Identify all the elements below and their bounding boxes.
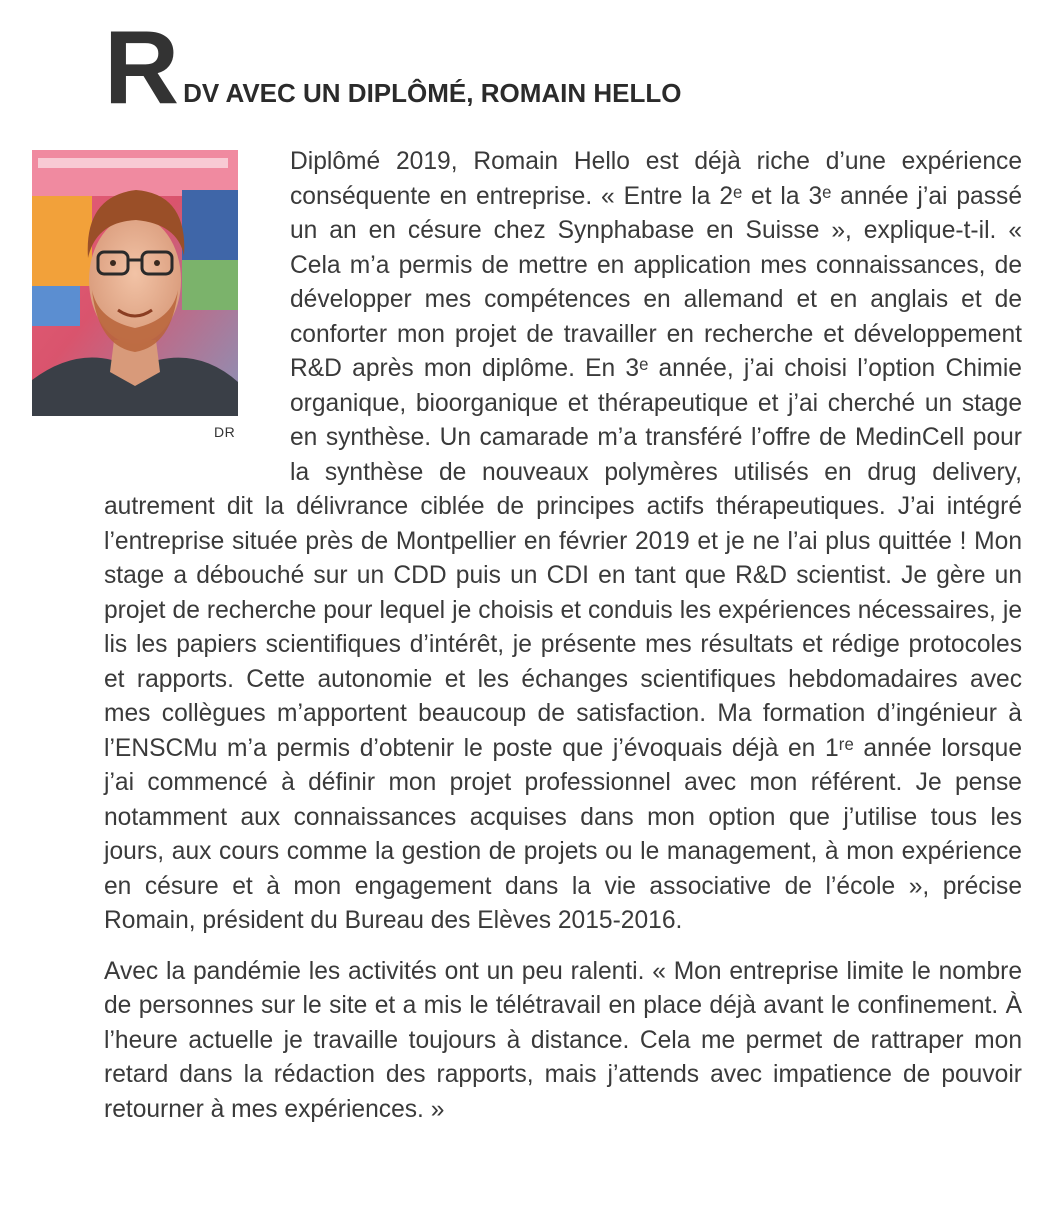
photo-spacer [104,145,290,456]
article-paragraph-2: Avec la pandémie les activités ont un peu ralenti. « Mon entreprise limite le nombre de personnes sur le site et a mis le télétravail en place déjà avant le confinement. À l’heure actuelle je travaille toujours à distance. Cela me permet de rattraper mon retard dans la rédaction des rapports, mais j’attends avec impatience de pouvoir retourner à mes expériences. » [104,957,1022,1123]
article-title [104,10,682,126]
title-dropcap: R [104,10,178,126]
article-body [104,145,1022,1127]
article-paragraph-1: Diplômé 2019, Romain Hello est déjà riche d’une expérience conséquente en entreprise. « Entre la 2ᵉ et la 3ᵉ année j’ai passé un an en césure chez Synphabase en Suisse », explique-t-il. « Cela m’a permis de mettre en application mes connaissances, de développer mes compétences en allemand et en anglais et de conforter mon projet de travailler en recherche et développement R&D après mon diplôme. En 3ᵉ année, j’ai choisi l’option Chimie organique, bioorganique et thérapeutique et j’ai cherché un stage en synthèse. Un camarade m’a transféré l’offre de MedinCell pour la synthèse de nouveaux polymères utilisés en drug delivery, autrement dit la délivrance ciblée de principes actifs thérapeutiques. J’ai intégré l’entreprise située près de Montpellier en février 2019 et je ne l’ai plus quittée ! Mon stage a débouché sur un CDD puis un CDI en tant que R&D scientist. Je gère un projet de recherche pour lequel je choisis et conduis les expériences nécessaires, je lis les papiers scientifiques d’intérêt, je présente mes résultats et rédige protocoles et rapports. Cette autonomie et les échanges scientifiques hebdomadaires avec mes collègues m’apportent beaucoup de satisfaction. Ma formation d’ingénieur à l’ENSCMu m’a permis d’obtenir le poste que j’évoquais déjà en 1ʳᵉ année lorsque j’ai commencé à définir mon projet professionnel avec mon référent. Je pense notamment aux connaissances acquises dans mon option que j’utilise tous les jours, aux cours comme la gestion de projets ou le management, à mon expérience en césure et à mon engagement dans la vie associative de l’école », précise Romain, président du Bureau des Elèves 2015-2016. [104,148,1022,934]
title-text: DV AVEC UN DIPLÔMÉ, ROMAIN HELLO [183,78,682,108]
photo-credit: DR [214,424,236,440]
